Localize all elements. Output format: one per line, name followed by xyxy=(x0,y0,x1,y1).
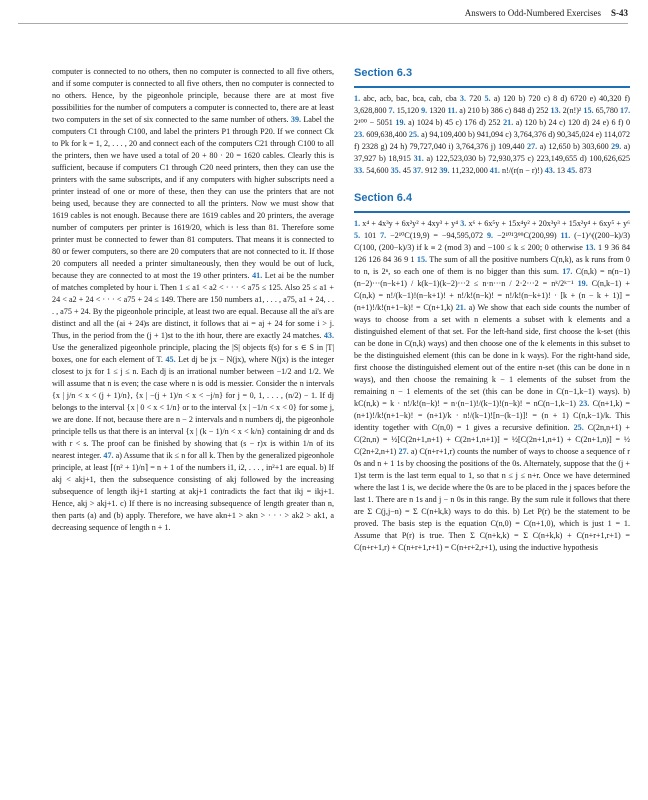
answer-item xyxy=(545,166,565,175)
answer-text: a) 120 b) 24 c) 120 d) 24 e) 6 f) 0 xyxy=(515,118,631,127)
answer-text: Use the generalized pigeonhole principle, placing the |S| objects f(s) for s ∈ S in |T| boxes, one for each element of T. xyxy=(52,343,334,364)
running-header xyxy=(18,8,628,18)
answer-item xyxy=(354,231,376,240)
exercise-number: 31. xyxy=(413,154,424,163)
answer-text: 2(n!)² xyxy=(562,106,582,115)
exercise-number: 15. xyxy=(416,255,428,264)
answer-item xyxy=(487,231,557,240)
exercise-number: 41. xyxy=(489,166,500,175)
answer-item xyxy=(421,106,445,115)
exercise-number: 35. xyxy=(390,166,401,175)
answer-text: 65,780 xyxy=(595,106,618,115)
answer-text: computer is connected to no others, then no computer is connected to all five others, and if some computer is connected to all five others, then no computer is connected to no others. Hence, by the pigeonhole principle, because there are at most five possibilities for the number of computers a computer is connected to, there are at least two computers in the set of six connected to the same number of others. xyxy=(52,67,334,124)
exercise-number: 25. xyxy=(408,130,420,139)
answer-item xyxy=(490,166,543,175)
answer-item xyxy=(354,94,457,103)
answer-text: 720 xyxy=(469,94,482,103)
answer-text: C(n+1,k) = (n+1)!/k!(n+1−k)! = (n+1)/k · n!/(k−1)![n−(k−1)]! = (n + 1) C(n,k−1)/k. This identity together with C(n,0) = 1 gives a recursive definition. xyxy=(354,399,631,432)
answer-text: 912 xyxy=(425,166,438,175)
answer-text: 15,120 xyxy=(396,106,420,115)
answer-item xyxy=(354,303,630,408)
answer-item xyxy=(439,166,487,175)
exercise-number: 23. xyxy=(579,399,590,408)
answer-text: 11,232,000 xyxy=(451,166,488,175)
exercise-number: 5. xyxy=(354,231,361,240)
exercise-number: 5. xyxy=(484,94,491,103)
section-heading-6-3: Section 6.3 xyxy=(354,67,413,79)
answer-text: a) 210 b) 386 c) 848 d) 252 xyxy=(459,106,549,115)
answer-text: Label the computers C1 through C100, and label the printers P1 through P20. If we connect Ck to Pk for k = 1, 2, . . . , 20 and connect each of the computers C21 through C100 to all the printers, then we have used a total of 20 + 80 · 20 = 1620 cables. Clearly this is sufficient, because if computers C1 through C20 need printers, then they can use the printers with the same subscripts, and if any computers with higher subscripts need a printer instead of one or more of these, then they can use the printers that are not being used, because they are connected to all the printers. Now we must show that 1619 cables is not enough. Because there are 1619 cables and 20 printers, the average number of computers per printer is 1619/20, which is less than 81. Therefore some printer must be connected to fewer than 81 computers. That means it is connected to 80 or fewer computers, so there are 20 computers that are not connected to it. If those 20 computers all needed a printer simultaneously, then they would be out of luck, because they are connected to at most the 19 other printers. xyxy=(52,115,335,280)
answer-item xyxy=(448,106,549,115)
answer-text: C(2n,n+1) + C(2n,n) = ½[C(2n+1,n+1) + C(2n+1,n+1)] = ½[C(2n+1,n+1) + C(2n+1,n)] = ½ C(2n+2,n+1) xyxy=(354,423,631,456)
exercise-number: 15. xyxy=(583,106,594,115)
exercise-number: 39. xyxy=(290,115,302,124)
exercise-number: 11. xyxy=(447,106,458,115)
answer-text: 609,638,400 xyxy=(366,130,407,139)
header-title: Answers to Odd-Numbered Exercises xyxy=(464,8,601,18)
left-column xyxy=(52,66,334,534)
exercise-number: 45. xyxy=(567,166,578,175)
answer-text: a) 37,927 b) 18,915 xyxy=(354,142,631,163)
answer-item xyxy=(380,231,483,240)
section-6-3-answers xyxy=(354,93,630,177)
exercise-number: 37. xyxy=(412,166,424,175)
exercise-number: 43. xyxy=(544,166,555,175)
exercise-number: 43. xyxy=(323,331,334,340)
exercise-number: 47. xyxy=(103,451,114,460)
answer-text: C(n,k) = n(n−1)(n−2)···(n−k+1) / k(k−1)(k−2)···2 ≤ n·n···n / 2·2···2 = nᵏ/2ᵏ⁻¹ xyxy=(354,267,631,288)
exercise-number: 17. xyxy=(562,267,573,276)
exercise-number: 45. xyxy=(165,355,176,364)
exercise-number: 21. xyxy=(455,303,466,312)
section-rule xyxy=(354,211,630,213)
header-rule xyxy=(18,23,628,24)
section-6-4-answers xyxy=(354,218,630,554)
exercise-number: 19. xyxy=(577,279,588,288)
exercise-number: 9. xyxy=(421,106,428,115)
exercise-number: 17. xyxy=(620,106,631,115)
answer-text: a) 120 b) 720 c) 8 d) 6720 e) 40,320 f) 3,628,800 xyxy=(354,94,631,115)
exercise-number: 21. xyxy=(503,118,514,127)
answer-item xyxy=(567,166,591,175)
answer-item xyxy=(389,106,419,115)
answer-text: −2¹⁰C(19,9) = −94,595,072 xyxy=(390,231,484,240)
answer-text: a) 122,523,030 b) 72,930,375 c) 223,149,655 d) 100,626,625 xyxy=(426,154,631,163)
exercise-number: 13. xyxy=(585,243,596,252)
section-heading-6-4: Section 6.4 xyxy=(354,192,413,204)
answer-item xyxy=(354,219,458,228)
answer-text: 2¹⁰⁰ − 5051 xyxy=(354,118,393,127)
answer-text: a) 12,650 b) 303,600 xyxy=(539,142,609,151)
answer-text: a) 1024 b) 45 c) 176 d) 252 xyxy=(408,118,501,127)
right-column xyxy=(354,66,630,554)
answer-item xyxy=(354,166,389,175)
answer-text: Let dj be jx − N(jx), where N(jx) is the integer closest to jx for 1 ≤ j ≤ n. Each dj is an irrational number between −1/2 and 1/2. We will assume that n is even; the case where n is odd is messier. Consider the n intervals {x | j/n < x < (j + 1)/n}, {x | −(j + 1)/n < x < −j/n} for j = 0, 1, . . . , (n/2) − 1. If dj belongs to the interval {x | 0 < x < 1/n} or to the interval {x | −1/n < x < 0} for some j, we are done. If not, because there are n − 2 intervals and n numbers dj, the pigeonhole principle tells us that there is an interval {x | (k − 1)/n < x < k/n} containing dr and ds with r < s. The proof can be finished by showing that (s − r)x is within 1/n of its nearest integer. xyxy=(52,355,335,460)
left-paragraph xyxy=(52,66,334,534)
exercise-number: 9. xyxy=(486,231,494,240)
section-rule xyxy=(354,86,630,88)
answer-text: −2¹⁰¹3⁹⁹C(200,99) xyxy=(496,231,557,240)
answer-item xyxy=(550,106,581,115)
exercise-number: 41. xyxy=(252,271,263,280)
answer-text: a) C(n+r+1,r) counts the number of ways to choose a sequence of r 0s and n + 1 1s by choosing the positions of the 0s. Alternately, suppose that the (j + 1)st term is the last term equal to 1, so that n ≤ j ≤ n+r. Once we have determined where the last 1 is, we decide where the 0s are to be placed in the j spaces before the last 1. There are n 1s and j − n 0s in this range. By the sum rule it follows that there are Σ C(j,j−n) = Σ C(n+k,k) ways to do this. b) Let P(r) be the statement to be proved. The basis step is the equation C(n,0) = C(n+1,0), which is just 1 = 1. Assume that P(r) is true. Then Σ C(n+k,k) = Σ C(n+k,k) + C(n+r+1,r+1) = C(n+r+1,r) + C(n+r+1,r+1) = C(n+r+2,r+1), using the inductive hypothesis xyxy=(354,447,631,552)
answer-item xyxy=(503,118,630,127)
exercise-number: 25. xyxy=(573,423,584,432)
exercise-number: 13. xyxy=(550,106,561,115)
answer-text: n!/(r(n − r)!) xyxy=(501,166,543,175)
answer-text: 101 xyxy=(364,231,377,240)
answer-item xyxy=(354,447,630,552)
answer-text: 45 xyxy=(402,166,411,175)
answer-text: C(n,k−1) + C(n,k) = n!/(k−1)!(n−k+1)! + n!/k!(n−k)! = n!/k!(n−k+1)! · [k + (n − k + 1)] = (n+1)!/k!(n+1−k)! = C(n+1,k) xyxy=(354,279,630,312)
answer-text: x⁶ + 6x⁵y + 15x⁴y² + 20x³y³ + 15x²y⁴ + 6xy⁵ + y⁶ xyxy=(468,219,630,228)
answer-text: Let ai be the number of matches completed by hour i. Then 1 ≤ a1 < a2 < · · · < a75 ≤ 125. Also 25 ≤ a1 + 24 < a2 + 24 < · · · < a75 + 24 ≤ 149. There are 150 numbers a1, . . . , a75, a1 + 24, . . . , a75 + 24. By the pigeonhole principle, at least two are equal. Because all the ai's are distinct and all the (ai + 24)s are distinct, it follows that ai = aj + 24 for some i > j. Thus, in the period from the (j + 1)st to the ith hour, there are exactly 24 matches. xyxy=(52,271,335,340)
answer-text: 873 xyxy=(579,166,592,175)
answer-text: a) We show that each side counts the number of ways to choose from a set with n elements a subset with k elements and a distinguished element of that set. For the left-hand side, first choose the k-set (this can be done in C(n,k) ways) and then choose one of the k elements in this subset to be the distinguished element (this can be done in k ways). For the right-hand side, first choose the distinguished element out of the entire n-set (this can be done in n ways), and then choose the remaining k − 1 elements of the subset from the remaining n − 1 elements of the set (this can be done in C(n−1,k−1) ways). b) kC(n,k) = k · n!/k!(n−k)! = n·(n−1)!/(k−1)!(n−k)! = nC(n−1,k−1) xyxy=(354,303,631,408)
exercise-number: 3. xyxy=(459,94,466,103)
exercise-number: 29. xyxy=(611,142,622,151)
exercise-number: 3. xyxy=(460,219,467,228)
answer-item xyxy=(527,142,609,151)
answer-text: 1320 xyxy=(429,106,446,115)
answer-text: (−1)^((200−k)/3) C(100, (200−k)/3) if k ≡ 2 (mod 3) and −100 ≤ k ≤ 200; 0 otherwise xyxy=(354,231,630,252)
answer-text: abc, acb, bac, bca, cab, cba xyxy=(363,94,457,103)
answer-item xyxy=(391,166,411,175)
answer-text: a) Assume that ik ≤ n for all k. Then by the generalized pigeonhole principle, at least ⌈(n² + 1)/n⌉ = n + 1 of the numbers i1, i2, . . . , in²+1 are equal. b) If akj < akj+1, then the subsequence consisting of akj followed by the increasing subsequence of length ikj+1 starting at akj+1 contradicts the fact that ikj = ikj+1. Hence, akj > akj+1. c) If there is no increasing subsequence of length greater than n, then parts (a) and (b) apply. Therefore, we have akn+1 > akn > · · · > ak2 > ak1, a decreasing sequence of length n + 1. xyxy=(52,451,335,532)
exercise-number: 19. xyxy=(395,118,406,127)
answer-text: 54,600 xyxy=(366,166,389,175)
exercise-number: 11. xyxy=(560,231,571,240)
answer-text: 1 9 36 84 126 126 84 36 9 1 xyxy=(354,243,631,264)
answer-text: x⁴ + 4x³y + 6x²y² + 4xy³ + y⁴ xyxy=(362,219,459,228)
answer-text: 13 xyxy=(556,166,566,175)
exercise-number: 23. xyxy=(354,130,365,139)
exercise-number: 7. xyxy=(380,231,387,240)
exercise-number: 27. xyxy=(527,142,538,151)
exercise-number: 39. xyxy=(439,166,450,175)
answer-item xyxy=(583,106,618,115)
exercise-number: 33. xyxy=(354,166,365,175)
answer-item xyxy=(460,219,630,228)
exercise-number: 1. xyxy=(354,94,361,103)
answer-item xyxy=(413,166,437,175)
answer-item xyxy=(460,94,481,103)
page-number: S-43 xyxy=(610,8,628,18)
answer-text: a) 94,109,400 b) 941,094 c) 3,764,376 d) 90,345,024 e) 114,072 f) 2328 g) 24 h) 79,727,040 i) 3,764,376 j) 109,440 xyxy=(354,130,631,151)
answer-item xyxy=(395,118,500,127)
exercise-number: 27. xyxy=(398,447,409,456)
answer-item xyxy=(354,130,407,139)
exercise-number: 1. xyxy=(354,219,361,228)
answer-text: The sum of all the positive numbers C(n,k), as k runs from 0 to n, is 2ⁿ, so each one of them is no bigger than this sum. xyxy=(354,255,630,276)
exercise-number: 7. xyxy=(388,106,395,115)
answer-item xyxy=(414,154,630,163)
